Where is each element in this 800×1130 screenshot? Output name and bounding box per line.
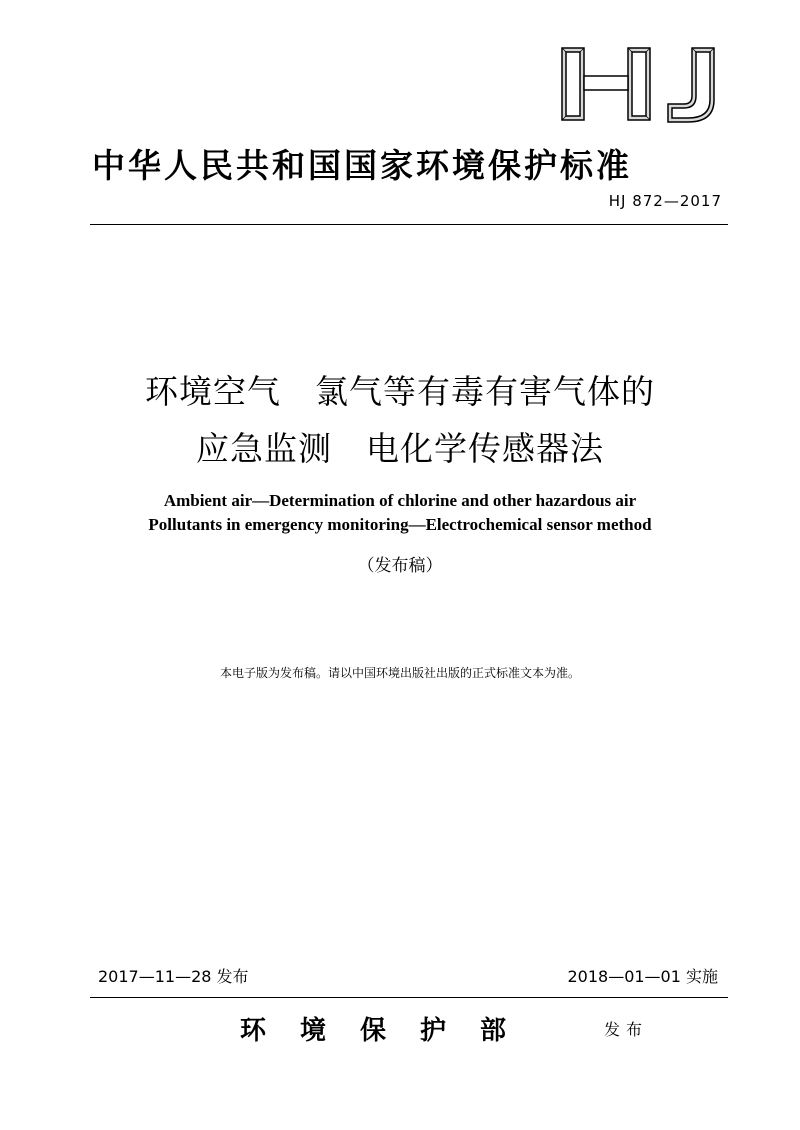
standard-title: 中华人民共和国国家环境保护标准 — [92, 146, 632, 185]
title-en-line-1: Ambient air—Determination of chlorine and other hazardous air — [163, 491, 637, 510]
hj-logo — [556, 44, 720, 124]
title-zh-line-2: 应急监测 电化学传感器法 — [196, 429, 604, 468]
standard-number: HJ 872—2017 — [608, 192, 722, 210]
title-en-line-2: Pollutants in emergency monitoring—Electrochemical sensor method — [148, 515, 652, 534]
title-zh-line-1: 环境空气 氯气等有毒有害气体的 — [145, 372, 655, 411]
release-date: 2017—11—28 发布 — [98, 967, 249, 986]
issue-label: 发布 — [604, 1020, 649, 1039]
implement-date: 2018—01—01 实施 — [567, 967, 718, 986]
footer-divider — [90, 997, 728, 998]
header-divider — [90, 224, 728, 225]
edition-notice: 本电子版为发布稿。请以中国环境出版社出版的正式标准文本为准。 — [219, 666, 580, 680]
issuing-authority: 环境保护部 — [240, 1016, 541, 1046]
draft-label: （发布稿） — [357, 556, 443, 576]
